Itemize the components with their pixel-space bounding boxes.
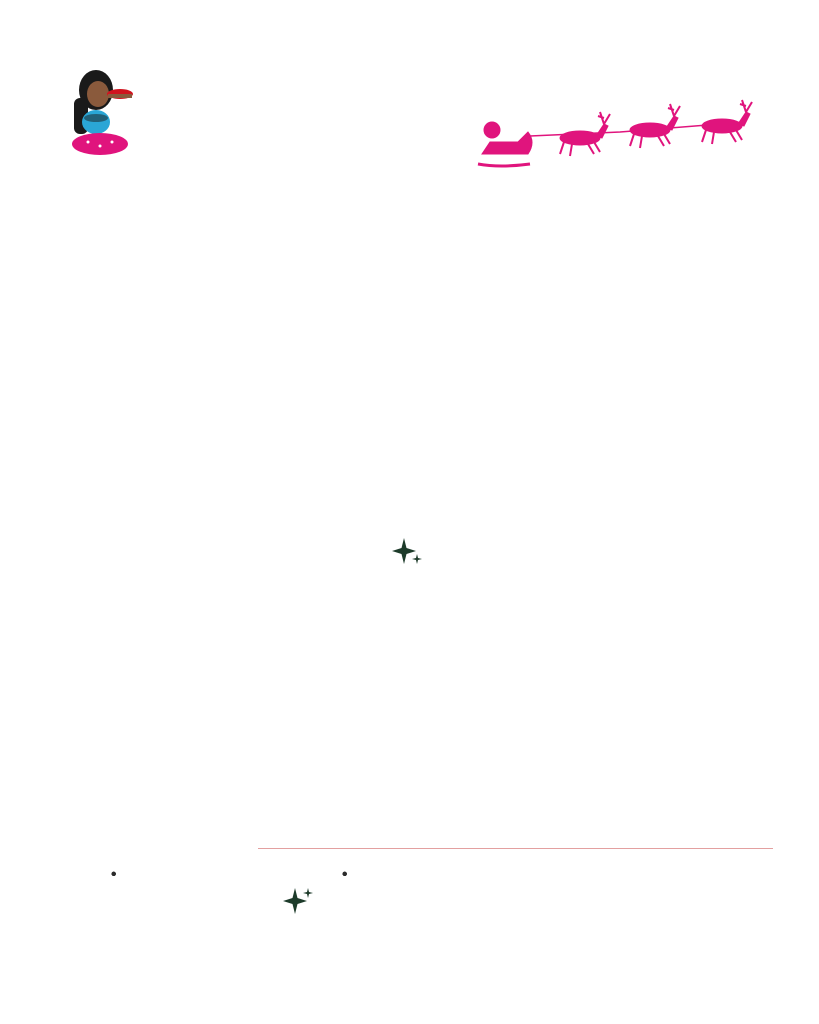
list-item (441, 640, 721, 660)
list-item (441, 721, 721, 741)
list-item (441, 680, 721, 700)
sleigh-reindeer-icon (470, 94, 770, 184)
sparkle-icon (390, 536, 424, 568)
list-item (441, 599, 721, 619)
christmas-tree-border-icon (0, 0, 819, 40)
chef-lady-illustration (66, 68, 138, 156)
sparkle-icon (281, 886, 315, 918)
list-item (441, 619, 721, 639)
christmas-tree-border-icon (0, 990, 819, 1024)
list-item (441, 558, 721, 578)
list-item (441, 578, 721, 598)
section-divider (258, 848, 773, 849)
list-item (441, 701, 721, 721)
singles-list (441, 558, 721, 742)
list-item (441, 660, 721, 680)
